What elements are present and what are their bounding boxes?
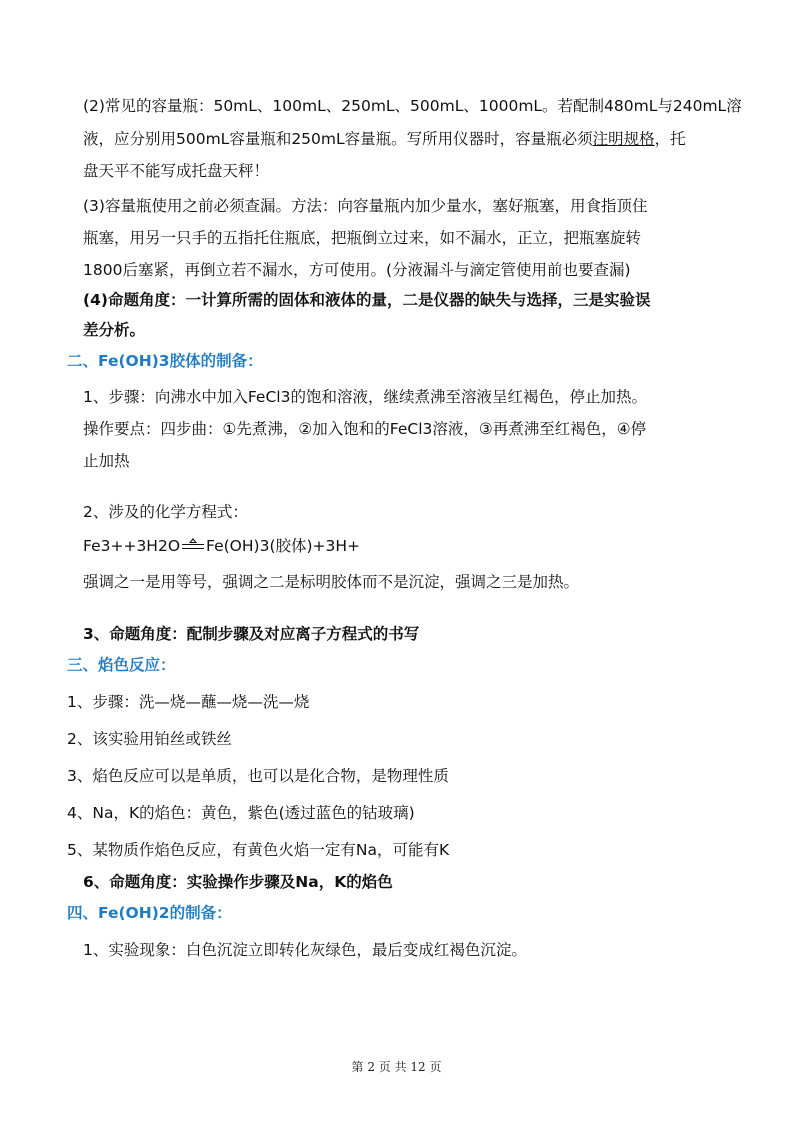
sec2-step-1-line-1: 1、步骤：向沸水中加入FeCl3的饱和溶液，继续煮沸至溶液呈红褐色，停止加热。 <box>83 388 647 406</box>
equation-left: Fe3++3H2O <box>83 537 181 555</box>
para-3-line-2: 瓶塞，用另一只手的五指托住瓶底，把瓶倒立过来，如不漏水，正立，把瓶塞旋转 <box>83 229 642 247</box>
section-heading-3: 三、焰色反应： <box>67 656 176 674</box>
sec2-note: 强调之一是用等号，强调之二是标明胶体而不是沉淀，强调之三是加热。 <box>83 573 580 591</box>
para-2-line-2-tail: ，托 <box>654 130 686 148</box>
underlined-term: 注明规格 <box>592 130 655 148</box>
sec3-item-3: 3、焰色反应可以是单质，也可以是化合物，是物理性质 <box>67 767 449 785</box>
para-3-line-3: 1800后塞紧，再倒立若不漏水，方可使用。(分液漏斗与滴定管使用前也要查漏) <box>83 261 631 279</box>
para-2-line-3: 盘天平不能写成托盘天秤！ <box>83 162 270 180</box>
sec2-step-1-line-3: 止加热 <box>83 452 130 470</box>
sec2-step-1-line-2: 操作要点：四步曲：①先煮沸，②加入饱和的FeCl3溶液，③再煮沸至红褐色，④停 <box>83 420 647 438</box>
para-4-line-2: 差分析。 <box>83 321 146 339</box>
page-footer: 第 2 页 共 12 页 <box>351 1060 442 1074</box>
sec3-item-1: 1、步骤：洗—烧—蘸—烧—洗—烧 <box>67 693 310 711</box>
para-2-line-2 <box>83 129 686 149</box>
sec2-step-3: 3、命题角度：配制步骤及对应离子方程式的书写 <box>83 625 420 643</box>
para-4-line-1: (4)命题角度：一计算所需的固体和液体的量，二是仪器的缺失与选择，三是实验误 <box>83 291 651 309</box>
section-heading-4: 四、Fe(OH)2的制备： <box>67 904 232 922</box>
section-heading-2: 二、Fe(OH)3胶体的制备： <box>67 352 263 370</box>
sec4-item-1: 1、实验现象：白色沉淀立即转化灰绿色，最后变成红褐色沉淀。 <box>83 941 527 959</box>
sec3-item-6: 6、命题角度：实验操作步骤及Na，K的焰色 <box>83 873 393 891</box>
sec3-item-4: 4、Na，K的焰色：黄色，紫色(透过蓝色的钴玻璃) <box>67 804 415 822</box>
chemical-equation <box>83 536 360 556</box>
para-3-line-1: (3)容量瓶使用之前必须查漏。方法：向容量瓶内加少量水，塞好瓶塞，用食指顶住 <box>83 197 648 215</box>
heat-equals-icon <box>182 538 204 552</box>
sec2-step-2: 2、涉及的化学方程式： <box>83 503 248 521</box>
equation-right: Fe(OH)3(胶体)+3H+ <box>206 537 361 555</box>
sec3-item-5: 5、某物质作焰色反应，有黄色火焰一定有Na，可能有K <box>67 841 450 859</box>
para-2-line-2-text: 液，应分别用500mL容量瓶和250mL容量瓶。写所用仪器时，容量瓶必须 <box>83 130 593 148</box>
para-2-line-1: (2)常见的容量瓶：50mL、100mL、250mL、500mL、1000mL。若配制480mL与240mL溶 <box>83 97 742 115</box>
sec3-item-2: 2、该实验用铂丝或铁丝 <box>67 730 232 748</box>
